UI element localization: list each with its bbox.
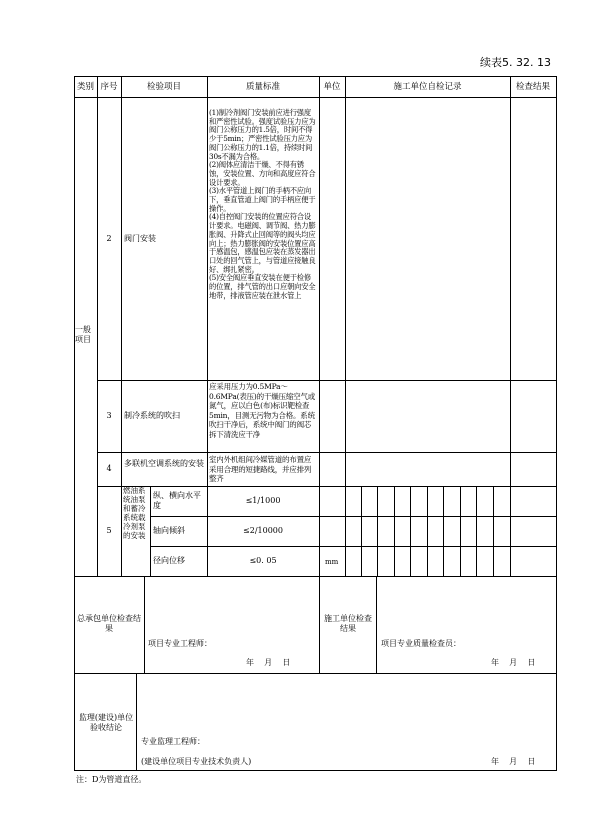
- row4-seq: 4: [106, 464, 112, 473]
- constructor-inspector: 项目专业质量检查员：: [381, 639, 461, 648]
- header-record: 施工单位自检记录: [393, 82, 462, 92]
- row5-sub1-standard: ≤1/1000: [245, 496, 281, 505]
- row5-sub3-name: 径向位移: [153, 556, 185, 565]
- row4-item: 多联机空调系统的安装: [124, 459, 204, 468]
- row5-sub3-unit: mm: [325, 558, 339, 566]
- header-item: 检验项目: [146, 82, 181, 92]
- footnote: 注：D为管道直径。: [76, 775, 147, 784]
- row2-standard: (1)制冷剂阀门安装前应进行强度和严密性试验。强度试验压力应为阀门公称压力的1.5倍，时间不得少于5min；严密性试验压力应为阀门公称压力的1.1倍，持续时间30s不漏为合格。 (2)阀体应清洁干燥、不得有锈蚀，安装位置、方向和高度应符合设计要求。 (3)水平管道上阀门的手柄不应向下，垂直管道上阀门的手柄应便于操作。 (4)自控阀门安装的位置应符合设计要求。电磁阀、调节阀、热力膨胀阀、升降式止回阀等的阀头均应向上；热力膨胀阀的安装位置应高于感温包，感温包应装在蒸发器出口处的回气管上，与管道应接触良好、绑扎紧密。 (5)安全阀应垂直安装在便于检修的位置，排气管的出口应朝向安全地带，排液管应装在泄水管上: [209, 108, 316, 300]
- contractor-label: 总承包单位检查结果: [77, 614, 141, 633]
- header-seq: 序号: [100, 82, 118, 92]
- supervisor-engineer: 专业监理工程师：: [141, 737, 205, 746]
- row5-seq: 5: [106, 526, 112, 535]
- supervisor-date: 年 月 日: [491, 757, 536, 766]
- supervisor-label: 监理(建设)单位验收结论: [78, 713, 134, 732]
- table-number: 续表5. 32. 13: [480, 56, 551, 69]
- row4-standard: 室内外机组间冷媒管道的布置应采用合理的短捷路线，并应排列整齐: [209, 455, 312, 483]
- row5-sub1-name: 纵、横向水平度: [153, 491, 201, 510]
- row5-sub2-standard: ≤2/10000: [243, 526, 283, 535]
- constructor-label: 施工单位检查结果: [324, 614, 372, 633]
- row3-seq: 3: [106, 411, 112, 420]
- header-category: 类别: [76, 82, 94, 92]
- category-general: 一般 项目: [75, 325, 91, 344]
- header-result: 检查结果: [515, 82, 550, 92]
- contractor-engineer: 项目专业工程师：: [148, 639, 212, 648]
- row2-seq: 2: [106, 234, 112, 243]
- row2-item: 阀门安装: [124, 234, 156, 243]
- header-unit: 单位: [323, 82, 341, 92]
- row5-item-group: 燃油系统油泵和蓄冷系统载冷剂泵的安装: [123, 486, 146, 540]
- header-standard: 质量标准: [245, 82, 280, 92]
- row3-standard: 应采用压力为0.5MPa～0.6MPa(表压)的干燥压缩空气或氮气，应以白色(布)标识靶检查5min，目测无污物为合格。系统吹扫干净后，系统中阀门的阀芯拆下清洗应干净: [209, 382, 316, 439]
- contractor-date: 年 月 日: [246, 658, 291, 667]
- row5-sub3-standard: ≤0. 05: [249, 556, 277, 565]
- row3-item: 制冷系统的吹扫: [124, 411, 180, 420]
- supervisor-owner: (建设单位项目专业技术负责人): [141, 757, 252, 766]
- row5-sub2-name: 轴向倾斜: [153, 526, 185, 535]
- constructor-date: 年 月 日: [491, 658, 536, 667]
